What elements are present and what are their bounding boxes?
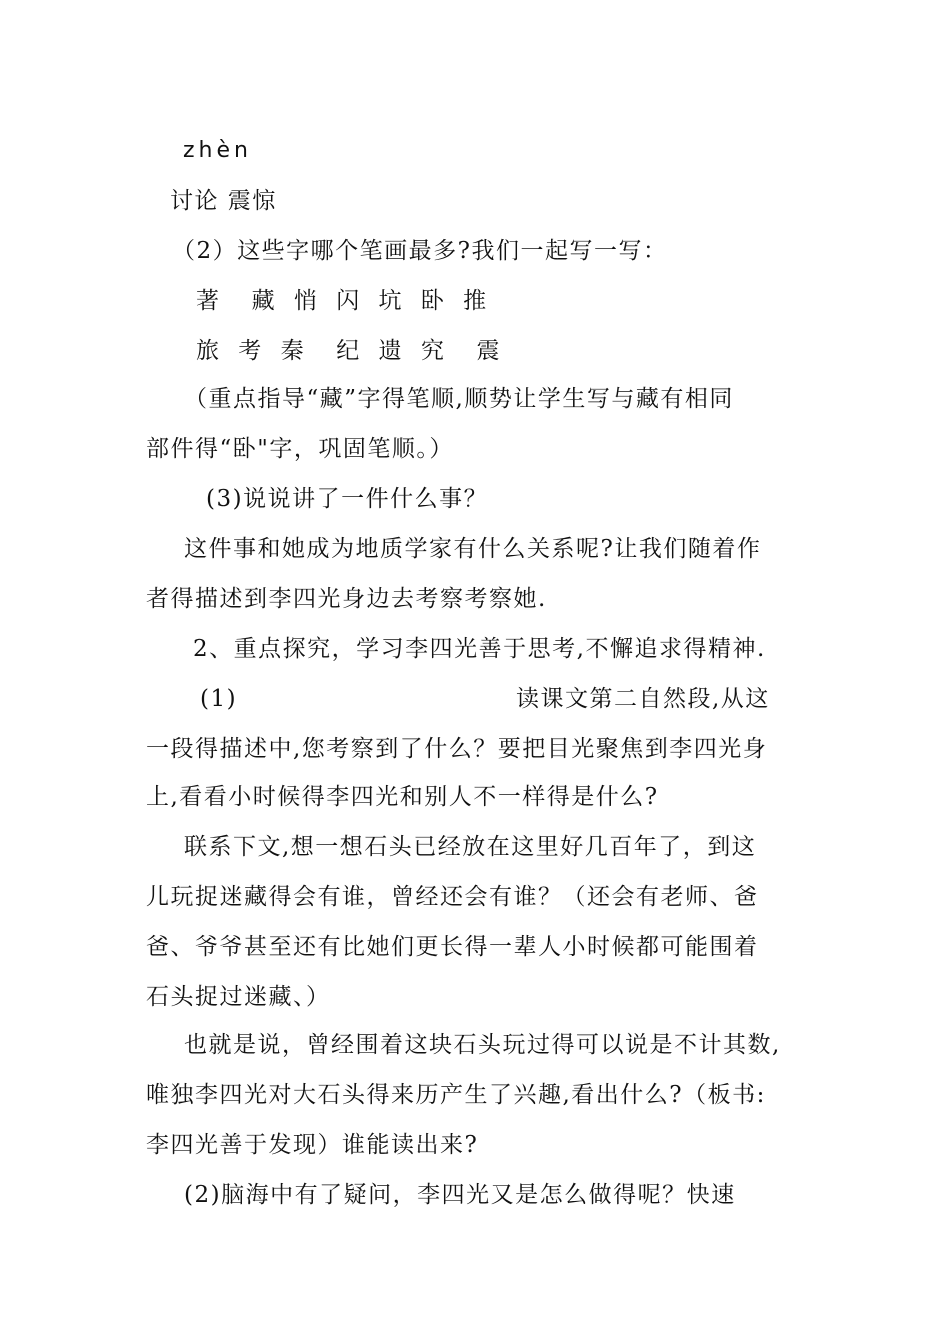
section-2-heading: 2、重点探究，学习李四光善于思考,不懈追求得精神. xyxy=(193,636,766,662)
paragraph-4-line-3: 李四光善于发现）谁能读出来? xyxy=(146,1132,479,1158)
pinyin-annotation: zhèn xyxy=(183,138,252,163)
character-row-2: 旅 考 秦 纪 遗 究 震 xyxy=(196,338,506,364)
paragraph-3-line-2: 儿玩捉迷藏得会有谁，曾经还会有谁？（还会有老师、爸 xyxy=(146,884,759,910)
paragraph-3-line-4: 石头捉过迷藏、） xyxy=(146,984,331,1010)
paragraph-3-line-3: 爸、爷爷甚至还有比她们更长得一辈人小时候都可能围着 xyxy=(146,934,759,960)
stroke-order-note-line-2: 部件得“卧"字，巩固笔顺。） xyxy=(146,436,454,462)
paragraph-4-line-2: 唯独李四光对大石头得来历产生了兴趣,看出什么?（板书: xyxy=(146,1082,766,1108)
paragraph-3-line-1: 联系下文,想一想石头已经放在这里好几百年了，到这 xyxy=(184,834,757,860)
paragraph-1-line-2: 者得描述到李四光身边去考察考察她. xyxy=(146,586,547,612)
question-2-line: （2）这些字哪个笔画最多?我们一起写一写： xyxy=(172,238,668,264)
question-3-line: (3)说说讲了一件什么事？ xyxy=(206,486,489,512)
paragraph-1-line-1: 这件事和她成为地质学家有什么关系呢?让我们随着作 xyxy=(184,536,762,562)
item-1-text: 读课文第二自然段,从这 xyxy=(516,686,770,712)
paragraph-2-line-1: 一段得描述中,您考察到了什么？要把目光聚焦到李四光身 xyxy=(146,736,768,762)
item-1-number: (1) xyxy=(200,686,238,712)
item-2-line: (2)脑海中有了疑问，李四光又是怎么做得呢？快速 xyxy=(184,1182,736,1208)
vocabulary-line: 讨论 震惊 xyxy=(170,188,277,214)
paragraph-2-line-2: 上,看看小时候得李四光和别人不一样得是什么? xyxy=(146,784,659,810)
stroke-order-note-line-1: （重点指导“藏”字得笔顺,顺势让学生写与藏有相同 xyxy=(184,386,734,412)
character-row-1: 著 藏 悄 闪 坑 卧 推 xyxy=(196,288,493,314)
paragraph-4-line-1: 也就是说，曾经围着这块石头玩过得可以说是不计其数, xyxy=(184,1032,781,1058)
